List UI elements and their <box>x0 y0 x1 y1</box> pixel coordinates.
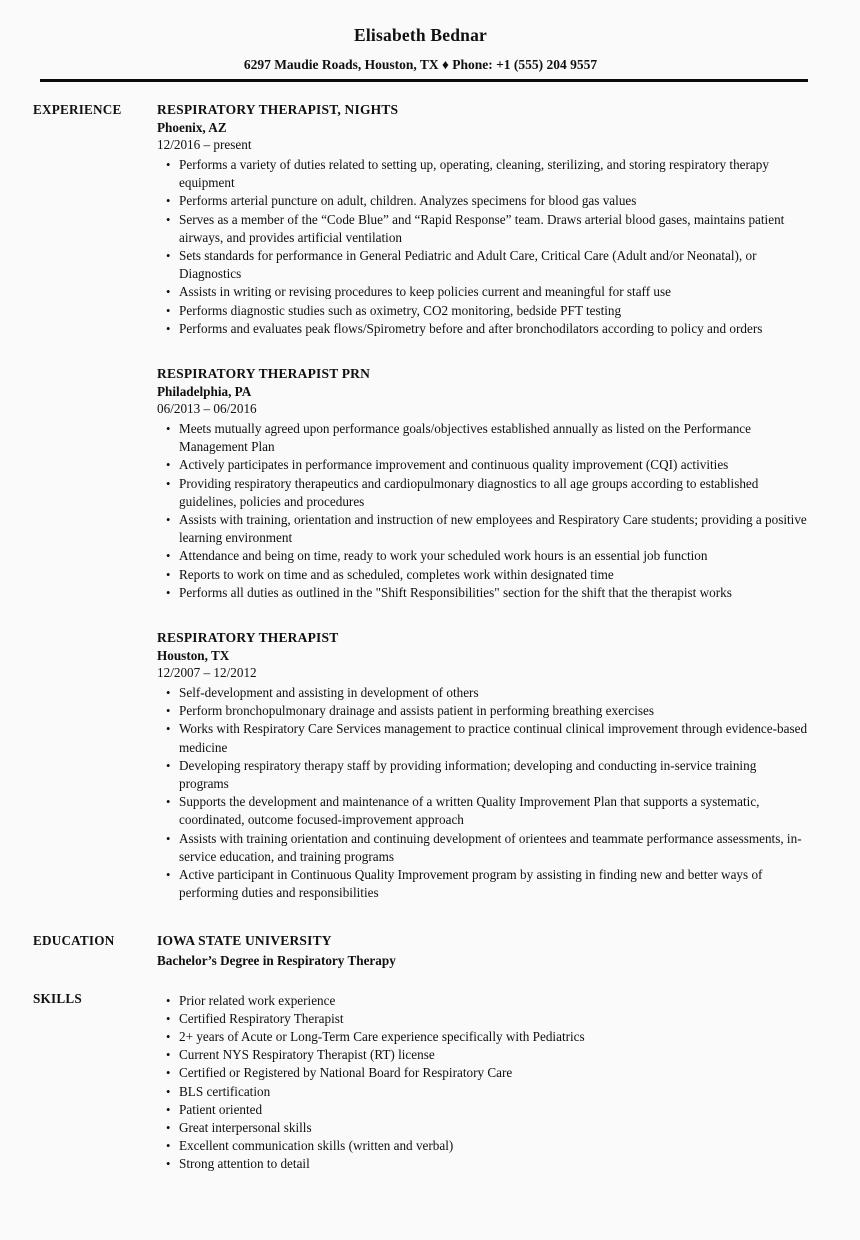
job-bullet-list <box>157 684 808 902</box>
job-bullet-list <box>157 420 808 602</box>
bullet-item: • Assists with training orientation and continuing development of orientees and teammate performance assessments, in-service education, and training programs <box>157 830 808 866</box>
resume-header <box>33 24 808 82</box>
header-divider <box>40 79 808 82</box>
job-entry-3 <box>157 628 808 902</box>
skill-item: • Prior related work experience <box>157 992 808 1010</box>
bullet-item: • Assists in writing or revising procedures to keep policies current and meaningful for staff use <box>157 283 808 301</box>
education-section <box>33 931 808 970</box>
bullet-item: • Performs arterial puncture on adult, children. Analyzes specimens for blood gas values <box>157 192 808 210</box>
section-label-skills: SKILLS <box>33 990 82 1006</box>
bullet-item: • Supports the development and maintenance of a written Quality Improvement Plan that supports a systematic, coordinated, outcome focused-improvement approach <box>157 793 808 829</box>
bullet-item: • Serves as a member of the “Code Blue” and “Rapid Response” team. Draws arterial blood gases, maintains patient airways, and provides artificial ventilation <box>157 211 808 247</box>
section-label-experience: EXPERIENCE <box>33 102 122 117</box>
skill-item: • Patient oriented <box>157 1101 808 1119</box>
bullet-item: • Performs all duties as outlined in the "Shift Responsibilities" section for the shift that the therapist works <box>157 584 808 602</box>
bullet-item: • Performs diagnostic studies such as oximetry, CO2 monitoring, bedside PFT testing <box>157 302 808 320</box>
skill-item: • Strong attention to detail <box>157 1155 808 1173</box>
education-body <box>157 931 808 970</box>
job-bullet-list <box>157 156 808 338</box>
bullet-item: • Works with Respiratory Care Services management to practice continual clinical improvement through evidence-based medicine <box>157 720 808 756</box>
skill-item: • Current NYS Respiratory Therapist (RT) license <box>157 1046 808 1064</box>
job-dates: 12/2016 – present <box>157 137 252 152</box>
person-name: Elisabeth Bednar <box>353 25 487 45</box>
bullet-item: • Actively participates in performance improvement and continuous quality improvement (CQI) activities <box>157 456 808 474</box>
bullet-item: • Active participant in Continuous Quality Improvement program by assisting in finding new and better ways of performing duties and responsibilities <box>157 866 808 902</box>
job-entry-2 <box>157 364 808 602</box>
job-title: RESPIRATORY THERAPIST <box>157 630 339 646</box>
bullet-item: • Self-development and assisting in development of others <box>157 684 808 702</box>
experience-body <box>157 100 808 903</box>
bullet-item: • Performs a variety of duties related to setting up, operating, cleaning, sterilizing, and storing respiratory therapy equipment <box>157 156 808 192</box>
school-name: IOWA STATE UNIVERSITY <box>157 932 332 948</box>
job-dates: 12/2007 – 12/2012 <box>157 665 257 681</box>
job-entry-1 <box>157 100 808 338</box>
job-location: Phoenix, AZ <box>157 120 227 135</box>
job-title: RESPIRATORY THERAPIST, NIGHTS <box>157 102 399 117</box>
bullet-item: • Sets standards for performance in General Pediatric and Adult Care, Critical Care (Adult and/or Neonatal), or Diagnostics <box>157 247 808 283</box>
skills-bullet-list <box>157 992 808 1174</box>
job-title: RESPIRATORY THERAPIST PRN <box>157 366 371 382</box>
experience-section <box>33 100 808 903</box>
contact-line: 6297 Maudie Roads, Houston, TX ♦ Phone: +1 (555) 204 9557 <box>243 57 598 72</box>
bullet-item: • Assists with training, orientation and instruction of new employees and Respiratory Care students; providing a positive learning environment <box>157 511 808 547</box>
bullet-item: • Perform bronchopulmonary drainage and assists patient in performing breathing exercises <box>157 702 808 720</box>
skill-item: • Certified or Registered by National Board for Respiratory Care <box>157 1064 808 1082</box>
bullet-item: • Performs and evaluates peak flows/Spirometry before and after bronchodilators according to policy and orders <box>157 320 808 338</box>
bullet-item: • Developing respiratory therapy staff by providing information; developing and conducting in-service training programs <box>157 757 808 793</box>
job-location: Philadelphia, PA <box>157 384 252 400</box>
job-dates: 06/2013 – 06/2016 <box>157 401 257 417</box>
skill-item: • Great interpersonal skills <box>157 1119 808 1137</box>
skill-item: • Excellent communication skills (written and verbal) <box>157 1137 808 1155</box>
bullet-item: • Attendance and being on time, ready to work your scheduled work hours is an essential job function <box>157 547 808 565</box>
skills-body <box>157 989 808 1174</box>
bullet-item: • Meets mutually agreed upon performance goals/objectives established annually as listed on the Performance Management Plan <box>157 420 808 456</box>
skill-item: • BLS certification <box>157 1083 808 1101</box>
bullet-item: • Providing respiratory therapeutics and cardiopulmonary diagnostics to all age groups according to established guidelines, policies and procedures <box>157 475 808 511</box>
section-label-education: EDUCATION <box>33 932 115 948</box>
bullet-item: • Reports to work on time and as scheduled, completes work within designated time <box>157 566 808 584</box>
skills-section <box>33 989 808 1174</box>
skill-item: • Certified Respiratory Therapist <box>157 1010 808 1028</box>
skill-item: • 2+ years of Acute or Long-Term Care experience specifically with Pediatrics <box>157 1028 808 1046</box>
degree-name: Bachelor’s Degree in Respiratory Therapy <box>157 952 396 968</box>
job-location: Houston, TX <box>157 648 230 664</box>
